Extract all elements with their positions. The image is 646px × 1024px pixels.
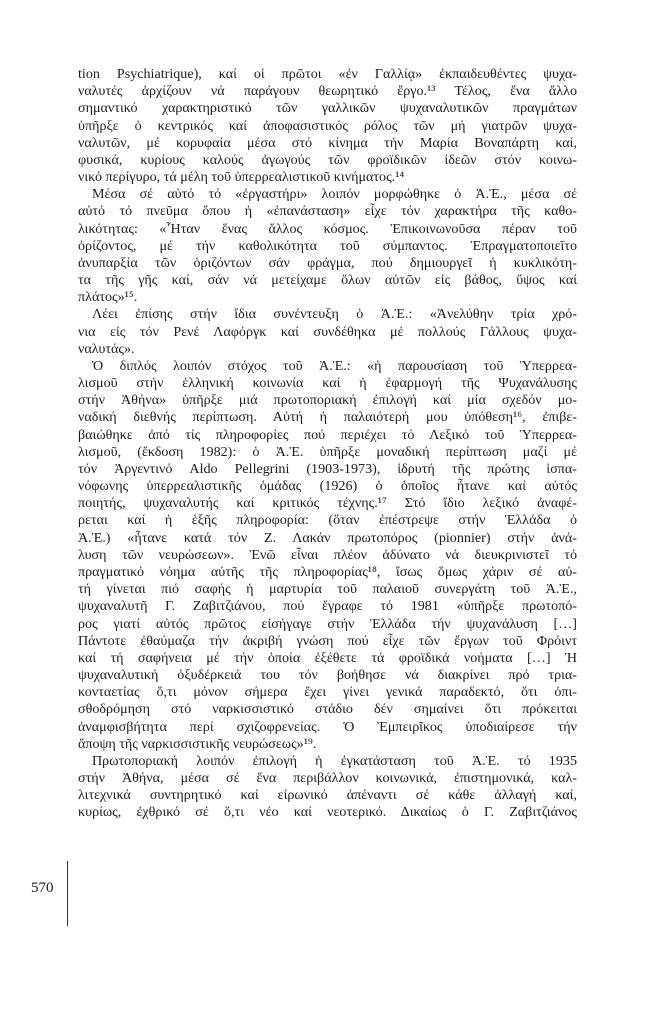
text-line: νόφωνης ὑπερρεαλιστικῆς ὁμάδας (1926) ὁ ὁποῖος ἦτανε καί αὐτός xyxy=(78,478,577,495)
text-line: ψυχαναλυτῆ Γ. Ζαβιτζιάνου, πού ἔγραφε τό 1981 «ὑπῆρξε πρωτοπό- xyxy=(78,598,577,615)
text-line: λιτεχνικά συντηρητικό καί εἰρωνικό ἀπέναντι σέ κάθε ἀλλαγή καί, xyxy=(78,787,577,804)
text-line: νικό περίγυρο, τά μέλη τοῦ ὑπερρεαλιστικοῦ κινήματος.¹⁴ xyxy=(78,169,405,186)
text-line: πραγματικό νόημα αὐτῆς τῆς πληροφορίας¹⁸, ἴσως ὅμως χάριν σέ αὐ- xyxy=(78,563,577,580)
text-line: κονταετίας ὅ,τι μόνον σήμερα ἔχει γίνει γενικά παραδεκτό, ὅτι ὀπι- xyxy=(78,684,577,701)
text-line: ποιητής, ψυχαναλυτής καί κριτικός τέχνης.¹⁷ Στό ἴδιο λεξικό ἀναφέ- xyxy=(78,495,577,512)
text-line: φυσικά, κυρίους καλούς ἀγωγούς τῶν φροϊδικῶν ἰδεῶν στόν κοινω- xyxy=(78,151,577,168)
margin-rule xyxy=(67,861,68,926)
text-line: αὐτό τό πνεῦμα ὅπου ἡ «ἐπανάσταση» εἶχε τόν χαρακτήρα τῆς καθο- xyxy=(78,203,577,220)
text-line: σημαντικό χαρακτηριστικό τῶν γαλλικῶν ψυχαναλυτικῶν πραγμάτων xyxy=(78,100,577,117)
text-line: ναλυτῶν, μέ κορυφαία μέσα στό κίνημα τήν Μαρία Βοναπάρτη καί, xyxy=(78,134,577,151)
text-line: καί τή σαφήνεια μέ τήν ὁποία ἐξέθετε τά φροϊδικά νοήματα […] Ἡ xyxy=(78,649,577,666)
text-line: ἀνυπαρξία τῶν ὁριζόντων σάν φράγμα, πού δημιουργεῖ ἡ κυκλικότη- xyxy=(78,254,577,271)
text-line: tion Psychiatrique), καί οἱ πρῶτοι «ἐν Γαλλίᾳ» ἐκπαιδευθέντες ψυχα- xyxy=(78,66,577,82)
text-line: Λέει ἐπίσης στήν ἴδια συνέντευξη ὁ Ἀ.Ἐ.: «Ἀνελύθην τρία χρό- xyxy=(92,306,577,323)
page-number: 570 xyxy=(31,880,54,896)
text-line: Πάντοτε ἐθαύμαζα τήν ἀκριβή γνώση πού εἶχε τῶν ἔργων τοῦ Φρόιντ xyxy=(78,632,577,649)
text-line: λισμοῦ στήν ἑλληνική κοινωνία καί ἡ ἐφαρμογή τῆς Ψυχανάλυσης xyxy=(78,375,577,392)
text-line: ναλυτές ἀρχίζουν νά παράγουν θεωρητικό ἔργο.¹³ Τέλος, ἕνα ἄλλο xyxy=(78,83,577,100)
text-line: κυρίως, ἐχθρικό σέ ὅ,τι νέο καί νεοτερικό. Δικαίως ὁ Γ. Ζαβιτζιάνος xyxy=(78,804,577,821)
text-line: ὑπῆρξε ὁ κεντρικός καί ἀποφασιστικός ρόλος τῶν μή γιατρῶν ψυχα- xyxy=(78,117,577,134)
text-line: ὁρίζοντος, μέ τήν καθολικότητα τοῦ σύμπαντος. Ἐπραγματοποιεῖτο xyxy=(78,237,577,254)
text-line: ρος γιατί αὐτός πρῶτος εἰσήγαγε στήν Ἑλλάδα τήν ψυχανάλυση […] xyxy=(78,615,577,632)
text-line: λισμοῦ, (ἔκδοση 1982): ὁ Ἀ.Ἐ. ὑπῆρξε μοναδική περίπτωση μαζί μέ xyxy=(78,443,577,460)
text-line: Μέσα σέ αὐτό τό «ἐργαστήρι» λοιπόν μορφώθηκε ὁ Ἀ.Ἐ., μέσα σέ xyxy=(92,186,577,203)
text-line: νια εἰς τόν Ρενέ Λαφόργκ καί συνδέθηκα μέ πολλούς Γάλλους ψυχα- xyxy=(78,323,577,340)
text-line: τόν Ἀργεντινό Aldo Pellegrini (1903-1973), ἱδρυτή τῆς πρώτης ἱσπα- xyxy=(78,460,577,477)
text-line: Πρωτοποριακή λοιπόν ἐπιλογή ἡ ἐγκατάσταση τοῦ Ἀ.Ἐ. τό 1935 xyxy=(92,752,577,769)
text-line: στήν Ἀθήνα» ὑπῆρξε μιά πρωτοποριακή ἐπιλογή καί μία σχεδόν μο- xyxy=(78,392,577,409)
text-line: ναδική διεθνής περίπτωση. Αὐτή ἡ παλαιότερή μου ὑπόθεση¹⁶, ἐπιβε- xyxy=(78,409,577,426)
text-line: τή γίνεται πιό σαφής ἡ μαρτυρία τοῦ παλαιοῦ συνεργάτη τοῦ Ἀ.Ἐ., xyxy=(78,581,577,598)
text-line: τα τῆς γῆς καί, σάν νά μετείχαμε ὅλων αὐτῶν εἰς βάθος, ὕψος καί xyxy=(78,272,577,289)
body-text xyxy=(78,66,577,822)
text-line: λικότητας: «Ἦταν ἕνας ἄλλος κόσμος. Ἐπικοινωνοῦσα πέραν τοῦ xyxy=(78,220,577,237)
text-line: ἀναμφισβήτητα περί σχιζοφρενείας. Ὁ Ἐμπειρῖκος ὑποδιαίρεσε τήν xyxy=(78,718,577,735)
text-line: Ἀ.Ἐ.) «ἦτανε κατά τόν Ζ. Λακάν πρωτοπόρος (pionnier) στήν ἀνά- xyxy=(78,529,577,546)
text-line: σθοδρόμηση στό ναρκισσιστικό στάδιο δέν σημαίνει ὅτι πρόκειται xyxy=(78,701,577,718)
text-line: ρεται καί ἡ ἑξῆς πληροφορία: (ὅταν ἐπέστρεψε στήν Ἑλλάδα ὁ xyxy=(78,512,577,529)
text-line: ἄποψη τῆς ναρκισσιστικῆς νευρώσεως»¹⁹. xyxy=(78,735,317,752)
text-line: ναλυτάς». xyxy=(78,340,135,357)
text-line: βαιώθηκε ἀπό τίς πληροφορίες πού περιέχει τό Λεξικό τοῦ Ὑπερρεα- xyxy=(78,426,577,443)
text-line: λυση τῶν νευρώσεων». Ἐνῶ εἶναι πλέον ἀδύνατο νά διευκρινιστεῖ τό xyxy=(78,546,577,563)
text-line: ψυχαναλυτική ὀξυδέρκειά του τόν βοήθησε νά διακρίνει πρό τρια- xyxy=(78,667,577,684)
text-line: Ὁ διπλός λοιπόν στόχος τοῦ Ἀ.Ἐ.: «ἡ παρουσίαση τοῦ Ὑπερρεα- xyxy=(92,357,577,374)
text-line: πλάτος»¹⁵. xyxy=(78,289,138,306)
text-line: στήν Ἀθήνα, μέσα σέ ἕνα περιβάλλον κοινωνικά, ἐπιστημονικά, καλ- xyxy=(78,770,577,787)
